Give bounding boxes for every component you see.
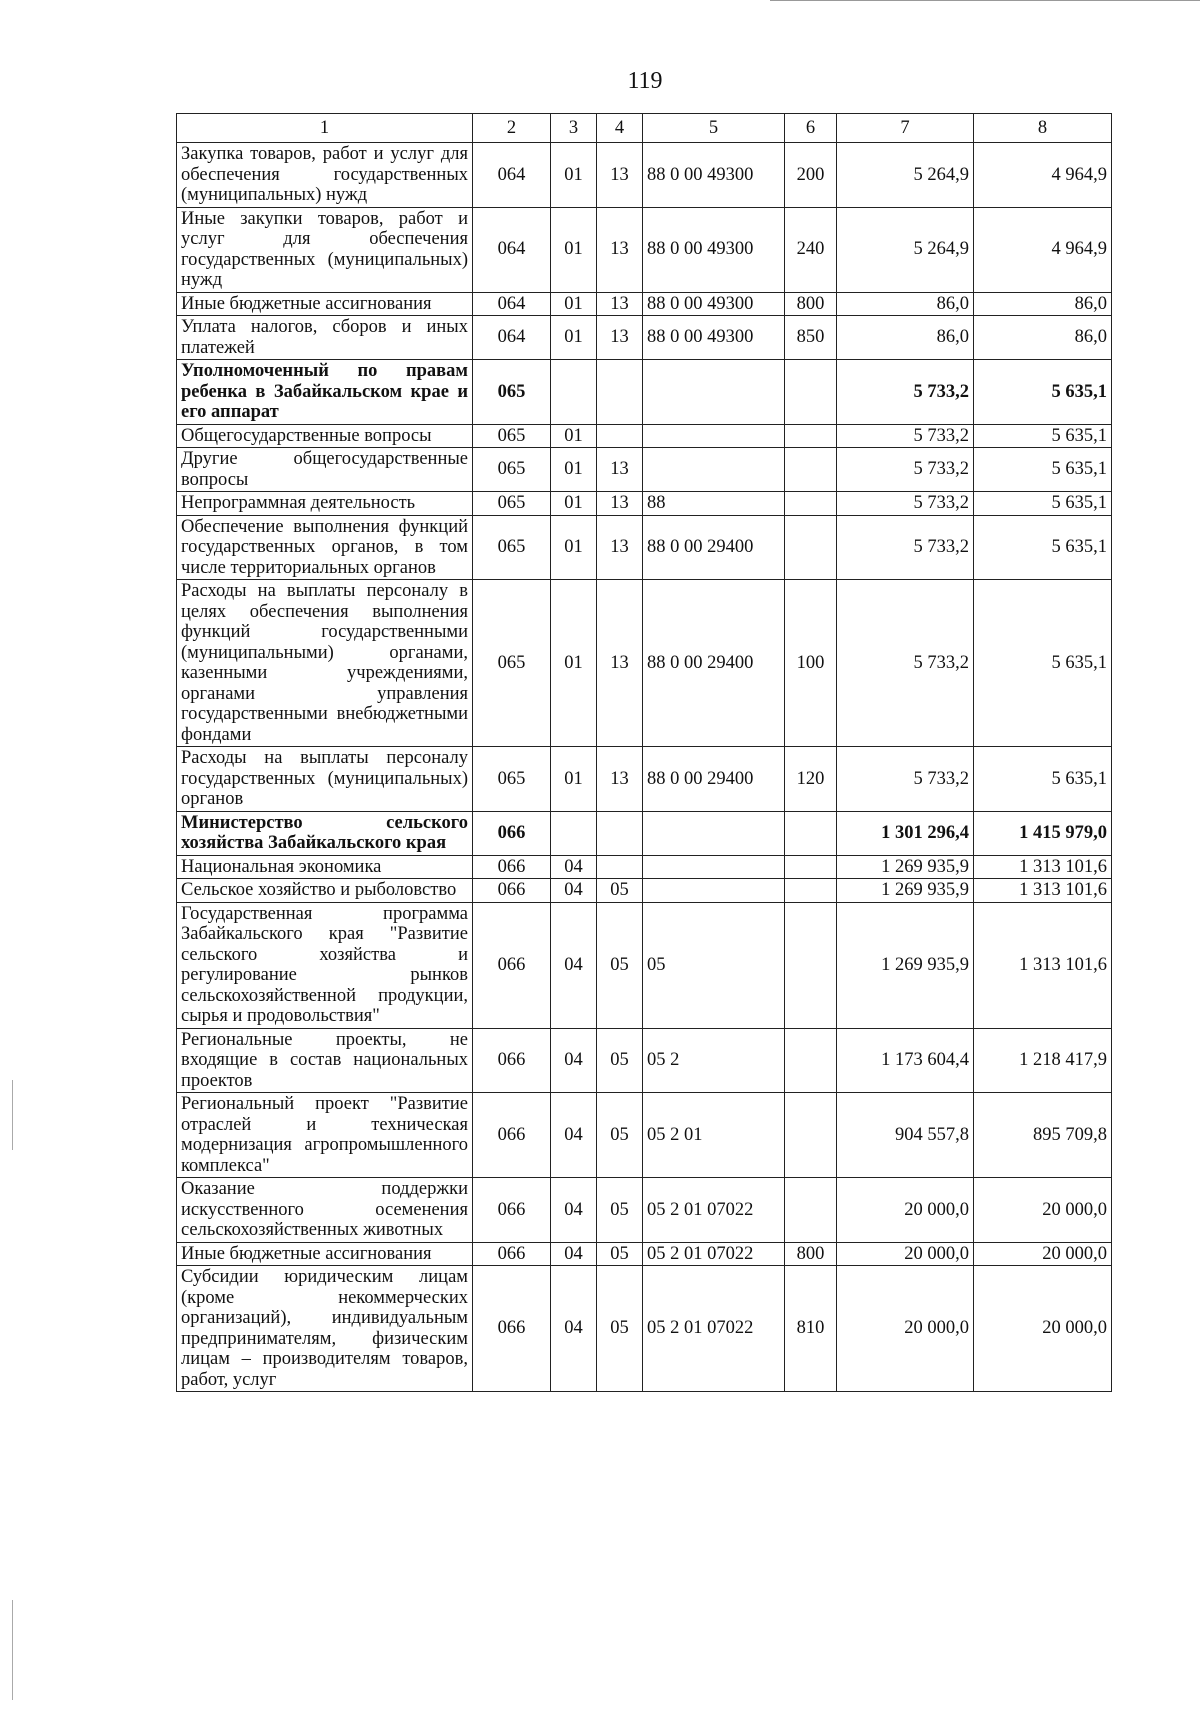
section-code-cell: 01: [551, 492, 597, 516]
row-name-cell: Расходы на выплаты персоналу в целях обеспечения выполнения функций государственными (муниципальными) органами, казенными учреждениями, органами управления государственными внебюджетными фондами: [177, 580, 473, 747]
amount-year2-cell: 1 218 417,9: [974, 1028, 1112, 1093]
expense-type-cell: [785, 1093, 837, 1178]
section-code-cell: 01: [551, 580, 597, 747]
section-code-cell: 01: [551, 424, 597, 448]
scan-edge-line: [770, 0, 1200, 1]
amount-year2-cell: 86,0: [974, 292, 1112, 316]
amount-year1-cell: 5 733,2: [837, 448, 974, 492]
amount-year1-cell: 904 557,8: [837, 1093, 974, 1178]
target-article-cell: [643, 424, 785, 448]
subsection-code-cell: [597, 360, 643, 425]
column-header: 2: [473, 114, 551, 143]
section-code-cell: [551, 811, 597, 855]
budget-table: [176, 113, 1112, 1392]
admin-code-cell: 065: [473, 492, 551, 516]
amount-year2-cell: 20 000,0: [974, 1178, 1112, 1243]
scan-margin-line: [12, 1600, 13, 1700]
expense-type-cell: 800: [785, 1242, 837, 1266]
expense-type-cell: [785, 1178, 837, 1243]
section-code-cell: 01: [551, 747, 597, 812]
expense-type-cell: [785, 515, 837, 580]
row-name-cell: Региональный проект "Развитие отраслей и техническая модернизация агропромышленного комплекса": [177, 1093, 473, 1178]
target-article-cell: 88 0 00 49300: [643, 207, 785, 292]
section-code-cell: 04: [551, 1242, 597, 1266]
table-row: [177, 1093, 1112, 1178]
amount-year1-cell: 5 733,2: [837, 747, 974, 812]
section-code-cell: 01: [551, 292, 597, 316]
target-article-cell: 88: [643, 492, 785, 516]
table-row: [177, 515, 1112, 580]
table-row: [177, 1178, 1112, 1243]
expense-type-cell: 100: [785, 580, 837, 747]
admin-code-cell: 066: [473, 1028, 551, 1093]
admin-code-cell: 064: [473, 316, 551, 360]
subsection-code-cell: 05: [597, 1178, 643, 1243]
target-article-cell: 88 0 00 29400: [643, 580, 785, 747]
target-article-cell: [643, 360, 785, 425]
table-row: [177, 855, 1112, 879]
amount-year2-cell: 5 635,1: [974, 448, 1112, 492]
expense-type-cell: 240: [785, 207, 837, 292]
admin-code-cell: 066: [473, 1242, 551, 1266]
amount-year2-cell: 5 635,1: [974, 515, 1112, 580]
row-name-cell: Субсидии юридическим лицам (кроме некоммерческих организаций), индивидуальным предпринимателям, физическим лицам – производителям товаров, работ, услуг: [177, 1266, 473, 1392]
admin-code-cell: 066: [473, 1093, 551, 1178]
subsection-code-cell: [597, 424, 643, 448]
subsection-code-cell: 13: [597, 515, 643, 580]
amount-year1-cell: 1 269 935,9: [837, 902, 974, 1028]
amount-year1-cell: 20 000,0: [837, 1178, 974, 1243]
amount-year2-cell: 5 635,1: [974, 492, 1112, 516]
row-name-cell: Другие общегосударственные вопросы: [177, 448, 473, 492]
amount-year1-cell: 5 733,2: [837, 424, 974, 448]
target-article-cell: 88 0 00 29400: [643, 747, 785, 812]
expense-type-cell: 800: [785, 292, 837, 316]
table-row: [177, 316, 1112, 360]
target-article-cell: 88 0 00 49300: [643, 292, 785, 316]
table-row: [177, 902, 1112, 1028]
admin-code-cell: 065: [473, 360, 551, 425]
target-article-cell: 05: [643, 902, 785, 1028]
target-article-cell: 05 2 01: [643, 1093, 785, 1178]
admin-code-cell: 066: [473, 1178, 551, 1243]
row-name-cell: Уполномоченный по правам ребенка в Забайкальском крае и его аппарат: [177, 360, 473, 425]
row-name-cell: Региональные проекты, не входящие в состав национальных проектов: [177, 1028, 473, 1093]
amount-year1-cell: 5 733,2: [837, 360, 974, 425]
expense-type-cell: [785, 492, 837, 516]
admin-code-cell: 065: [473, 747, 551, 812]
admin-code-cell: 064: [473, 143, 551, 208]
table-row: [177, 580, 1112, 747]
section-code-cell: 01: [551, 207, 597, 292]
row-name-cell: Иные закупки товаров, работ и услуг для обеспечения государственных (муниципальных) нужд: [177, 207, 473, 292]
amount-year1-cell: 5 733,2: [837, 515, 974, 580]
amount-year2-cell: 4 964,9: [974, 207, 1112, 292]
table-row: [177, 448, 1112, 492]
amount-year2-cell: 1 415 979,0: [974, 811, 1112, 855]
row-name-cell: Закупка товаров, работ и услуг для обеспечения государственных (муниципальных) нужд: [177, 143, 473, 208]
target-article-cell: [643, 855, 785, 879]
section-code-cell: 01: [551, 515, 597, 580]
page-number: 119: [627, 68, 663, 94]
target-article-cell: [643, 879, 785, 903]
column-header: 4: [597, 114, 643, 143]
column-header: 7: [837, 114, 974, 143]
expense-type-cell: [785, 811, 837, 855]
table-row: [177, 747, 1112, 812]
expense-type-cell: [785, 448, 837, 492]
amount-year1-cell: 1 173 604,4: [837, 1028, 974, 1093]
section-code-cell: 04: [551, 1093, 597, 1178]
column-header: 3: [551, 114, 597, 143]
section-code-cell: 01: [551, 143, 597, 208]
amount-year1-cell: 20 000,0: [837, 1266, 974, 1392]
row-name-cell: Обеспечение выполнения функций государственных органов, в том числе территориальных органов: [177, 515, 473, 580]
expense-type-cell: 200: [785, 143, 837, 208]
amount-year2-cell: 5 635,1: [974, 580, 1112, 747]
admin-code-cell: 065: [473, 580, 551, 747]
table-row: [177, 492, 1112, 516]
target-article-cell: 88 0 00 29400: [643, 515, 785, 580]
row-name-cell: Общегосударственные вопросы: [177, 424, 473, 448]
column-header: 8: [974, 114, 1112, 143]
target-article-cell: [643, 811, 785, 855]
amount-year1-cell: 20 000,0: [837, 1242, 974, 1266]
table-row: [177, 424, 1112, 448]
admin-code-cell: 065: [473, 448, 551, 492]
admin-code-cell: 064: [473, 292, 551, 316]
expense-type-cell: [785, 902, 837, 1028]
amount-year2-cell: 1 313 101,6: [974, 855, 1112, 879]
admin-code-cell: 064: [473, 207, 551, 292]
admin-code-cell: 065: [473, 515, 551, 580]
subsection-code-cell: [597, 811, 643, 855]
row-name-cell: Сельское хозяйство и рыболовство: [177, 879, 473, 903]
subsection-code-cell: 05: [597, 1242, 643, 1266]
subsection-code-cell: 05: [597, 1266, 643, 1392]
subsection-code-cell: 13: [597, 492, 643, 516]
row-name-cell: Министерство сельского хозяйства Забайкальского края: [177, 811, 473, 855]
row-name-cell: Непрограммная деятельность: [177, 492, 473, 516]
expense-type-cell: [785, 424, 837, 448]
table-body: [177, 143, 1112, 1392]
column-header: 1: [177, 114, 473, 143]
amount-year1-cell: 1 269 935,9: [837, 855, 974, 879]
amount-year2-cell: 5 635,1: [974, 360, 1112, 425]
amount-year1-cell: 5 733,2: [837, 580, 974, 747]
column-header: 6: [785, 114, 837, 143]
subsection-code-cell: 13: [597, 448, 643, 492]
subsection-code-cell: 13: [597, 292, 643, 316]
subsection-code-cell: 13: [597, 207, 643, 292]
table-row: [177, 360, 1112, 425]
column-header: 5: [643, 114, 785, 143]
admin-code-cell: 066: [473, 855, 551, 879]
target-article-cell: 05 2 01 07022: [643, 1178, 785, 1243]
expense-type-cell: 120: [785, 747, 837, 812]
admin-code-cell: 066: [473, 811, 551, 855]
amount-year2-cell: 20 000,0: [974, 1266, 1112, 1392]
amount-year2-cell: 5 635,1: [974, 424, 1112, 448]
expense-type-cell: 850: [785, 316, 837, 360]
table-row: [177, 207, 1112, 292]
row-name-cell: Оказание поддержки искусственного осеменения сельскохозяйственных животных: [177, 1178, 473, 1243]
expense-type-cell: [785, 1028, 837, 1093]
subsection-code-cell: 13: [597, 747, 643, 812]
section-code-cell: 04: [551, 902, 597, 1028]
amount-year2-cell: 4 964,9: [974, 143, 1112, 208]
admin-code-cell: 065: [473, 424, 551, 448]
subsection-code-cell: 13: [597, 143, 643, 208]
target-article-cell: 88 0 00 49300: [643, 143, 785, 208]
subsection-code-cell: 13: [597, 580, 643, 747]
table-row: [177, 1242, 1112, 1266]
row-name-cell: Государственная программа Забайкальского края "Развитие сельского хозяйства и регулирование рынков сельскохозяйственной продукции, сырья и продовольствия": [177, 902, 473, 1028]
subsection-code-cell: 05: [597, 1093, 643, 1178]
section-code-cell: [551, 360, 597, 425]
expense-type-cell: [785, 360, 837, 425]
subsection-code-cell: 05: [597, 902, 643, 1028]
amount-year2-cell: 86,0: [974, 316, 1112, 360]
amount-year1-cell: 5 264,9: [837, 143, 974, 208]
target-article-cell: 05 2: [643, 1028, 785, 1093]
target-article-cell: 88 0 00 49300: [643, 316, 785, 360]
amount-year1-cell: 5 264,9: [837, 207, 974, 292]
section-code-cell: 04: [551, 1028, 597, 1093]
row-name-cell: Расходы на выплаты персоналу государственных (муниципальных) органов: [177, 747, 473, 812]
scan-margin-line: [12, 1080, 13, 1150]
subsection-code-cell: 13: [597, 316, 643, 360]
expense-type-cell: [785, 879, 837, 903]
expense-type-cell: [785, 855, 837, 879]
table-row: [177, 143, 1112, 208]
subsection-code-cell: 05: [597, 879, 643, 903]
row-name-cell: Иные бюджетные ассигнования: [177, 1242, 473, 1266]
table-header-row: [177, 114, 1112, 143]
subsection-code-cell: [597, 855, 643, 879]
amount-year1-cell: 1 269 935,9: [837, 879, 974, 903]
section-code-cell: 01: [551, 316, 597, 360]
amount-year1-cell: 5 733,2: [837, 492, 974, 516]
amount-year2-cell: 1 313 101,6: [974, 902, 1112, 1028]
admin-code-cell: 066: [473, 879, 551, 903]
table-row: [177, 1266, 1112, 1392]
target-article-cell: 05 2 01 07022: [643, 1266, 785, 1392]
row-name-cell: Национальная экономика: [177, 855, 473, 879]
expense-type-cell: 810: [785, 1266, 837, 1392]
amount-year1-cell: 86,0: [837, 316, 974, 360]
admin-code-cell: 066: [473, 1266, 551, 1392]
table-row: [177, 879, 1112, 903]
section-code-cell: 01: [551, 448, 597, 492]
table-row: [177, 811, 1112, 855]
row-name-cell: Уплата налогов, сборов и иных платежей: [177, 316, 473, 360]
amount-year1-cell: 86,0: [837, 292, 974, 316]
row-name-cell: Иные бюджетные ассигнования: [177, 292, 473, 316]
amount-year2-cell: 895 709,8: [974, 1093, 1112, 1178]
amount-year2-cell: 20 000,0: [974, 1242, 1112, 1266]
section-code-cell: 04: [551, 855, 597, 879]
amount-year1-cell: 1 301 296,4: [837, 811, 974, 855]
target-article-cell: 05 2 01 07022: [643, 1242, 785, 1266]
section-code-cell: 04: [551, 879, 597, 903]
admin-code-cell: 066: [473, 902, 551, 1028]
amount-year2-cell: 1 313 101,6: [974, 879, 1112, 903]
table-row: [177, 1028, 1112, 1093]
target-article-cell: [643, 448, 785, 492]
table-row: [177, 292, 1112, 316]
subsection-code-cell: 05: [597, 1028, 643, 1093]
amount-year2-cell: 5 635,1: [974, 747, 1112, 812]
section-code-cell: 04: [551, 1178, 597, 1243]
section-code-cell: 04: [551, 1266, 597, 1392]
